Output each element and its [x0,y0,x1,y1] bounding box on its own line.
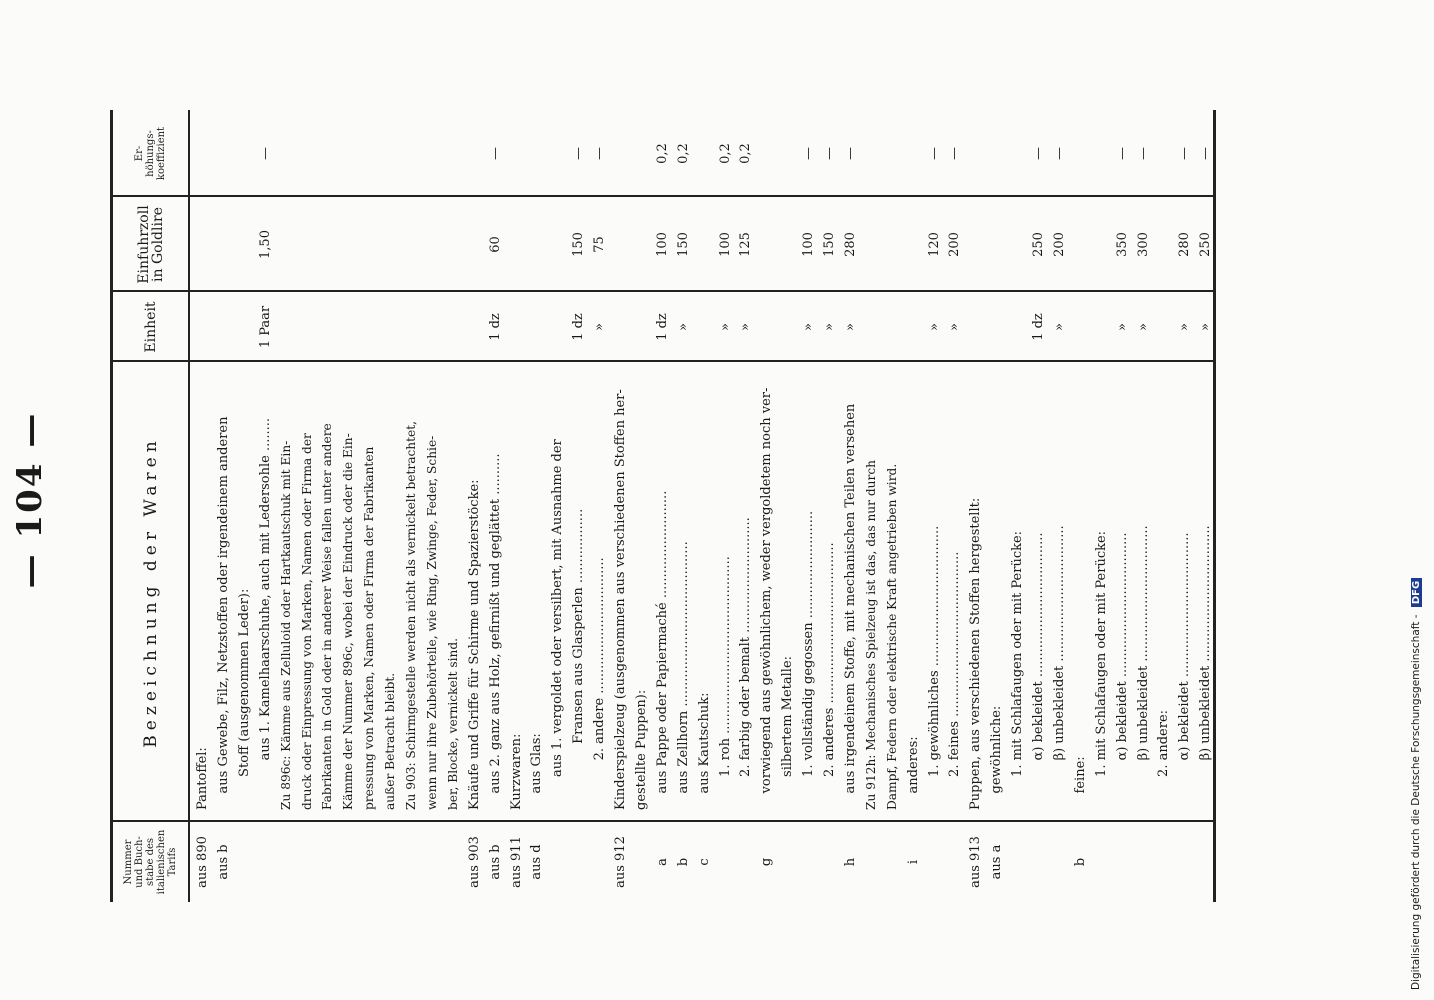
duty-cell: 125 [738,232,754,257]
duty-cell: 60 [487,236,503,253]
table-row [738,110,758,902]
tariff-number: h [842,857,858,867]
coefficient-cell: — [1177,147,1193,160]
unit-cell: » [738,323,754,331]
table-row [258,110,278,902]
item-description: β) unbekleidet ................................. [1135,525,1151,810]
tariff-number: g [759,857,775,867]
item-description: Kurzwaren: [508,733,524,810]
item-description: α) bekleidet ................................... [1114,532,1130,810]
coefficient-cell: — [801,147,817,160]
table-row [195,110,215,902]
table-row [488,110,508,902]
header-coefficient: Er- höhungs- koeffizient [134,126,167,181]
duty-cell: 150 [822,232,837,257]
table-row [1136,110,1156,902]
coefficient-cell: 0,2 [675,143,691,164]
table-row [947,110,967,902]
table-row [989,110,1009,902]
item-description: 2. anderes ....................................... [822,542,837,810]
table-row [320,110,340,902]
header-unit: Einheit [142,301,159,353]
table-row [634,110,654,902]
table-row [425,110,445,902]
item-description: 2. andere ................................. [592,557,608,810]
table-row [341,110,361,902]
unit-cell: » [675,323,691,331]
table-row [906,110,926,902]
item-description: gewöhnliche: [989,705,1005,810]
item-description: aus 1. vergoldet oder versilbert, mit Ausnahme der [550,439,566,810]
item-description: Knäufe und Griffe für Schirme und Spazierstöcke: [466,479,482,810]
unit-cell: 1 dz [654,313,670,341]
coefficient-cell: — [1031,147,1046,160]
table-row [927,110,947,902]
unit-cell: » [592,323,608,331]
table-row [801,110,821,902]
item-description: Kinderspielzeug (ausgenommen aus verschiedenen Stoffen her- [613,389,628,810]
header-number: Nummer und Buch- stabe des italienischen Tarifs [123,829,178,895]
unit-cell: » [1051,323,1067,331]
coefficient-cell: — [1135,147,1151,160]
table-row [550,110,570,902]
header-duty: Einfuhrzoll in Goldlire [135,205,166,284]
item-description: gestellte Puppen): [633,689,649,810]
duty-cell: 350 [1114,232,1130,257]
item-description: Puppen, aus verschiedenen Stoffen hergestellt: [968,497,984,810]
tariff-number: aus a [989,844,1005,880]
duty-cell: 120 [926,232,942,257]
item-description: Zu 912h: Mechanisches Spielzeug ist das, das nur durch [863,460,878,810]
tariff-number: b [1072,857,1088,867]
coefficient-cell: — [926,147,942,160]
item-description: anderes: [905,736,921,810]
item-description: Zu 903: Schirmgestelle werden nicht als vernickelt betrachtet, [404,420,418,810]
coefficient-cell: 0,2 [717,143,733,164]
unit-cell: » [1114,323,1130,331]
duty-cell: 75 [592,236,608,253]
duty-cell: 150 [571,232,587,257]
item-description: 2. andere: [1156,709,1172,810]
item-description: Kämme der Nummer 896c, wobei der Eindruck oder die Ein- [341,433,356,810]
item-description: Fabrikanten in Gold oder in anderer Weise fallen unter andere [320,423,335,810]
tariff-number: aus 913 [968,836,984,888]
tariff-number: aus 911 [508,836,524,888]
header-description: Bezeichnung der Waren [140,436,161,748]
unit-cell: » [1198,323,1214,331]
coefficient-cell: — [822,147,837,160]
tariff-number: aus 912 [613,836,628,888]
tariff-number: i [905,859,921,865]
table-row [383,110,403,902]
item-description: 1. vollständig gegossen .......................... [801,510,817,810]
table-row [1177,110,1197,902]
table-row [780,110,800,902]
duty-cell: 280 [842,232,858,257]
coefficient-cell: — [571,147,587,160]
table-row [300,110,320,902]
item-description: Stoff (ausgenommen Leder): [236,588,252,810]
table-row [362,110,382,902]
item-description: wenn nur ihre Zubehörteile, wie Ring, Zwinge, Feder, Schie- [424,435,439,810]
table-row [279,110,299,902]
unit-cell: » [822,323,837,331]
unit-cell: » [717,323,733,331]
duty-cell: 300 [1135,232,1151,257]
tariff-number: aus 890 [195,836,210,888]
coefficient-cell: — [842,147,858,160]
table-row [571,110,591,902]
coefficient-cell: — [1051,147,1067,160]
table-row [1198,110,1218,902]
item-description: aus 2. ganz aus Holz, gefirnißt und geglättet .......... [487,453,503,810]
unit-cell: 1 dz [1031,313,1046,341]
duty-cell: 280 [1177,232,1193,257]
table-row [592,110,612,902]
item-description: Fransen aus Glasperlen .................. [571,508,587,810]
table-row [655,110,675,902]
item-description: ber, Blocke, vernickelt sind. [445,637,460,810]
duty-cell: 100 [717,232,733,257]
unit-cell: 1 Paar [257,305,273,349]
table-row [843,110,863,902]
unit-cell: » [926,323,942,331]
table-row [1073,110,1093,902]
table-row [509,110,529,902]
tariff-number: a [654,858,670,866]
item-description: aus Pappe oder Papiermaché .......................... [654,490,670,810]
item-description: 1. mit Schlafaugen oder mit Perücke: [1010,530,1026,810]
page-number: — 104 — [10,411,50,589]
item-description: druck oder Einpressung von Marken, Namen oder Firma der [299,433,314,810]
item-description: β) unbekleidet ................................. [1051,525,1067,810]
coefficient-cell: — [1198,147,1214,160]
duty-cell: 100 [801,232,817,257]
duty-cell: 1,50 [257,230,273,259]
item-description: Pantoffel: [195,747,210,810]
unit-cell: » [1135,323,1151,331]
item-description: vorwiegend aus gewöhnlichem, weder vergoldetem noch ver- [759,387,775,810]
coefficient-cell: 0,2 [738,143,754,164]
table-row [1094,110,1114,902]
tariff-number: aus b [487,844,503,880]
tariff-table [110,110,1216,902]
coefficient-cell: — [1114,147,1130,160]
coefficient-cell: — [487,147,503,160]
table-row [885,110,905,902]
unit-cell: » [842,323,858,331]
table-row [1052,110,1072,902]
item-description: pressung von Marken, Namen oder Firma der Fabrikanten [362,446,377,810]
table-row [1010,110,1030,902]
coefficient-cell: — [947,147,963,160]
item-description: aus Kautschuk: [696,692,712,810]
coefficient-cell: 0,2 [654,143,670,164]
table-row [613,110,633,902]
tariff-number: aus d [529,844,545,880]
item-description: Zu 896c: Kämme aus Zelluloid oder Hartkautschuk mit Ein- [278,440,293,810]
table-row [216,110,236,902]
table-row [467,110,487,902]
item-description: α) bekleidet ................................... [1031,532,1046,810]
item-description: 1. mit Schlafaugen oder mit Perücke: [1093,530,1109,810]
tariff-number: c [696,858,712,866]
tariff-number: b [675,857,691,867]
unit-cell: 1 dz [487,313,503,341]
duty-cell: 200 [947,232,963,257]
dfg-logo: DFG [1411,578,1422,607]
digitization-note-text: Digitalisierung gefördert durch die Deutsche Forschungsgemeinschaft - [1410,614,1422,990]
item-description: silbertem Metalle: [780,655,796,810]
table-row [697,110,717,902]
digitization-note [1410,0,1422,1000]
duty-cell: 150 [675,232,691,257]
table-row [446,110,466,902]
table-row [968,110,988,902]
table-row [718,110,738,902]
tariff-number: aus b [215,844,231,880]
table-row [1156,110,1176,902]
item-description: aus 1. Kamelhaarschuhe, auch mit Ledersohle ........ [257,417,273,810]
table-row [864,110,884,902]
coefficient-cell: — [592,147,608,160]
unit-cell: » [801,323,817,331]
table-row [237,110,257,902]
table-row [759,110,779,902]
item-description: Dampf, Federn oder elektrische Kraft angetrieben wird. [884,463,899,810]
unit-cell: » [947,323,963,331]
table-row [404,110,424,902]
item-description: 2. feines ........................................ [947,551,963,810]
item-description: β) unbekleidet ................................. [1198,525,1214,810]
table-row [676,110,696,902]
item-description: α) bekleidet ................................... [1177,532,1193,810]
duty-cell: 200 [1051,232,1067,257]
table-row [1115,110,1135,902]
table-row [1031,110,1051,902]
item-description: feine: [1072,756,1088,810]
item-description: außer Betracht bleibt. [383,672,398,810]
unit-cell: 1 dz [571,313,587,341]
item-description: aus Zellhorn ........................................ [675,541,691,810]
table-header [113,110,190,902]
item-description: 1. gewöhnliches .................................. [926,525,942,810]
item-description: 1. roh ........................................... [717,556,733,810]
unit-cell: » [1177,323,1193,331]
item-description: aus Gewebe, Filz, Netzstoffen oder irgendeinem anderen [215,416,231,810]
duty-cell: 250 [1198,232,1214,257]
table-row [529,110,549,902]
table-row [822,110,842,902]
item-description: 2. farbig oder bemalt ............................ [738,517,754,810]
item-description: aus irgendeinem Stoffe, mit mechanischen Teilen versehen [842,403,858,810]
tariff-number: aus 903 [466,836,482,888]
item-description: aus Glas: [529,733,545,810]
duty-cell: 100 [654,232,670,257]
duty-cell: 250 [1031,232,1046,257]
coefficient-cell: — [257,147,273,160]
